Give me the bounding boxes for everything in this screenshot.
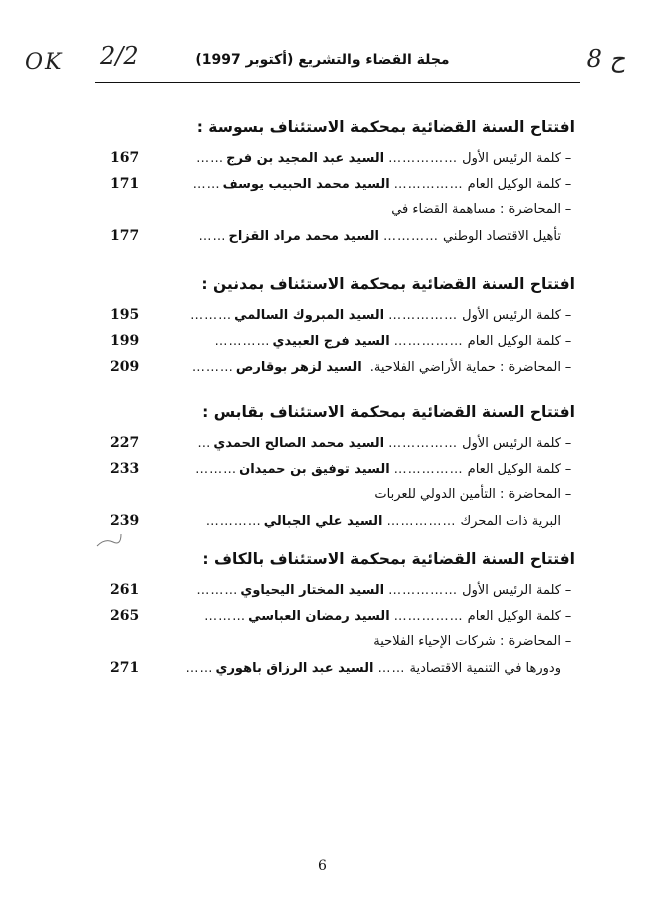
entry-label: المحاضرة : حماية الأراضي الفلاحية. (369, 360, 561, 375)
leader-dots: ……… (190, 308, 233, 323)
toc-entry (110, 150, 575, 176)
leader-dots: …………… (388, 308, 459, 323)
leader-dots: ……… (191, 360, 234, 375)
entry-label: كلمة الرئيس الأول (462, 583, 561, 598)
leader-dots: …… (198, 229, 227, 244)
entry-page-number: 177 (110, 228, 140, 244)
section-title: افتتاح السنة القضائية بمحكمة الاستئناف بمدنين : (201, 275, 575, 293)
leader-dots: …………… (393, 334, 464, 349)
dash-bullet: – (564, 308, 572, 323)
entry-label: المحاضرة : شركات الإحياء الفلاحية (373, 634, 561, 649)
entry-label: تأهيل الاقتصاد الوطني (442, 229, 561, 244)
entry-label: ودورها في التنمية الاقتصادية (409, 661, 561, 676)
entry-page-number: 209 (110, 359, 140, 375)
entry-label: المحاضرة : التأمين الدولي للعربات (374, 487, 561, 502)
entry-author: السيد محمد الصالح الحمدي (213, 436, 385, 451)
entry-author: السيد عبد المجيد بن فرج (226, 151, 385, 166)
toc-entry (110, 307, 575, 333)
dash-bullet: – (564, 334, 572, 349)
dash-bullet: – (564, 202, 572, 217)
entry-label: المحاضرة : مساهمة القضاء في (391, 202, 561, 217)
entry-page-number: 167 (110, 150, 140, 166)
toc-entry (110, 487, 575, 513)
toc-section-sousse (110, 118, 575, 254)
leader-dots: …………… (388, 151, 459, 166)
entry-label: البرية ذات المحرك (460, 514, 561, 529)
leader-dots: …………… (393, 177, 464, 192)
leader-dots: …… (377, 661, 406, 676)
entry-page-number: 227 (110, 435, 140, 451)
entry-page-number: 271 (110, 660, 140, 676)
dash-bullet: – (564, 151, 572, 166)
leader-dots: … (197, 436, 212, 451)
entry-label: كلمة الرئيس الأول (462, 436, 561, 451)
leader-dots: …………… (388, 583, 459, 598)
dash-bullet: – (564, 462, 572, 477)
entry-author: السيد لزهر بوقارص (235, 360, 362, 375)
entry-author: السيد توفيق بن حميدان (239, 462, 390, 477)
toc-entry (110, 660, 575, 686)
dash-bullet: – (564, 634, 572, 649)
leader-dots: ……… (196, 583, 239, 598)
toc-entry (110, 435, 575, 461)
entry-page-number: 233 (110, 461, 140, 477)
entry-author: السيد المبروك السالمي (234, 308, 385, 323)
toc-entry (110, 176, 575, 202)
entry-author: السيد فرج العبيدي (272, 334, 390, 349)
leader-dots: …… (196, 151, 225, 166)
entry-author: السيد المختار اليحياوي (240, 583, 385, 598)
leader-dots: …… (185, 661, 214, 676)
entry-author: السيد محمد الحبيب يوسف (222, 177, 390, 192)
toc-section-kef (110, 550, 575, 686)
entry-page-number: 239 (110, 513, 140, 529)
toc-entry (110, 461, 575, 487)
toc-entry (110, 582, 575, 608)
entry-label: كلمة الرئيس الأول (462, 308, 561, 323)
leader-dots: ……… (204, 609, 247, 624)
leader-dots: …… (192, 177, 221, 192)
section-title: افتتاح السنة القضائية بمحكمة الاستئناف بقابس : (202, 403, 575, 421)
leader-dots: …………… (393, 462, 464, 477)
entry-page-number: 265 (110, 608, 140, 624)
dash-bullet: – (564, 487, 572, 502)
leader-dots: ……… (195, 462, 238, 477)
entry-author: السيد علي الجبالي (263, 514, 383, 529)
leader-dots: …………… (386, 514, 457, 529)
toc-entry (110, 359, 575, 385)
entry-author: السيد رمضان العباسي (248, 609, 390, 624)
leader-dots: …………… (388, 436, 459, 451)
section-title: افتتاح السنة القضائية بمحكمة الاستئناف بالكاف : (202, 550, 575, 568)
entry-label: كلمة الوكيل العام (467, 462, 561, 477)
header-divider (95, 82, 580, 83)
entry-page-number: 199 (110, 333, 140, 349)
journal-header-title: مجلة القضاء والتشريع (أكتوبر 1997) (195, 52, 450, 68)
handwritten-ok-mark: OK (25, 50, 64, 75)
dash-bullet: – (564, 609, 572, 624)
entry-label: كلمة الوكيل العام (467, 177, 561, 192)
entry-author: السيد عبد الرزاق باهوري (215, 661, 374, 676)
leader-dots: ………… (214, 334, 271, 349)
dash-bullet: – (564, 360, 572, 375)
toc-entry (110, 513, 575, 539)
entry-label: كلمة الرئيس الأول (462, 151, 561, 166)
entry-page-number: 261 (110, 582, 140, 598)
leader-dots: ………… (205, 514, 262, 529)
page-number: 6 (318, 858, 327, 874)
toc-section-medenine (110, 275, 575, 385)
handwritten-right-mark: 8 ح (586, 45, 625, 73)
entry-author: السيد محمد مراد القزاح (228, 229, 379, 244)
leader-dots: …………… (393, 609, 464, 624)
toc-entry (110, 608, 575, 634)
dash-bullet: – (564, 177, 572, 192)
entry-page-number: 171 (110, 176, 140, 192)
handwritten-number-mark: 2/2 (100, 42, 139, 70)
dash-bullet: – (564, 583, 572, 598)
entry-label: كلمة الوكيل العام (467, 609, 561, 624)
entry-page-number: 195 (110, 307, 140, 323)
toc-entry (110, 202, 575, 228)
dash-bullet: – (564, 436, 572, 451)
pen-scribble-mark (95, 530, 123, 550)
entry-label: كلمة الوكيل العام (467, 334, 561, 349)
toc-entry (110, 333, 575, 359)
leader-dots: ………… (382, 229, 439, 244)
toc-entry (110, 634, 575, 660)
toc-section-gabes (110, 403, 575, 539)
section-title: افتتاح السنة القضائية بمحكمة الاستئناف بسوسة : (196, 118, 575, 136)
toc-entry (110, 228, 575, 254)
